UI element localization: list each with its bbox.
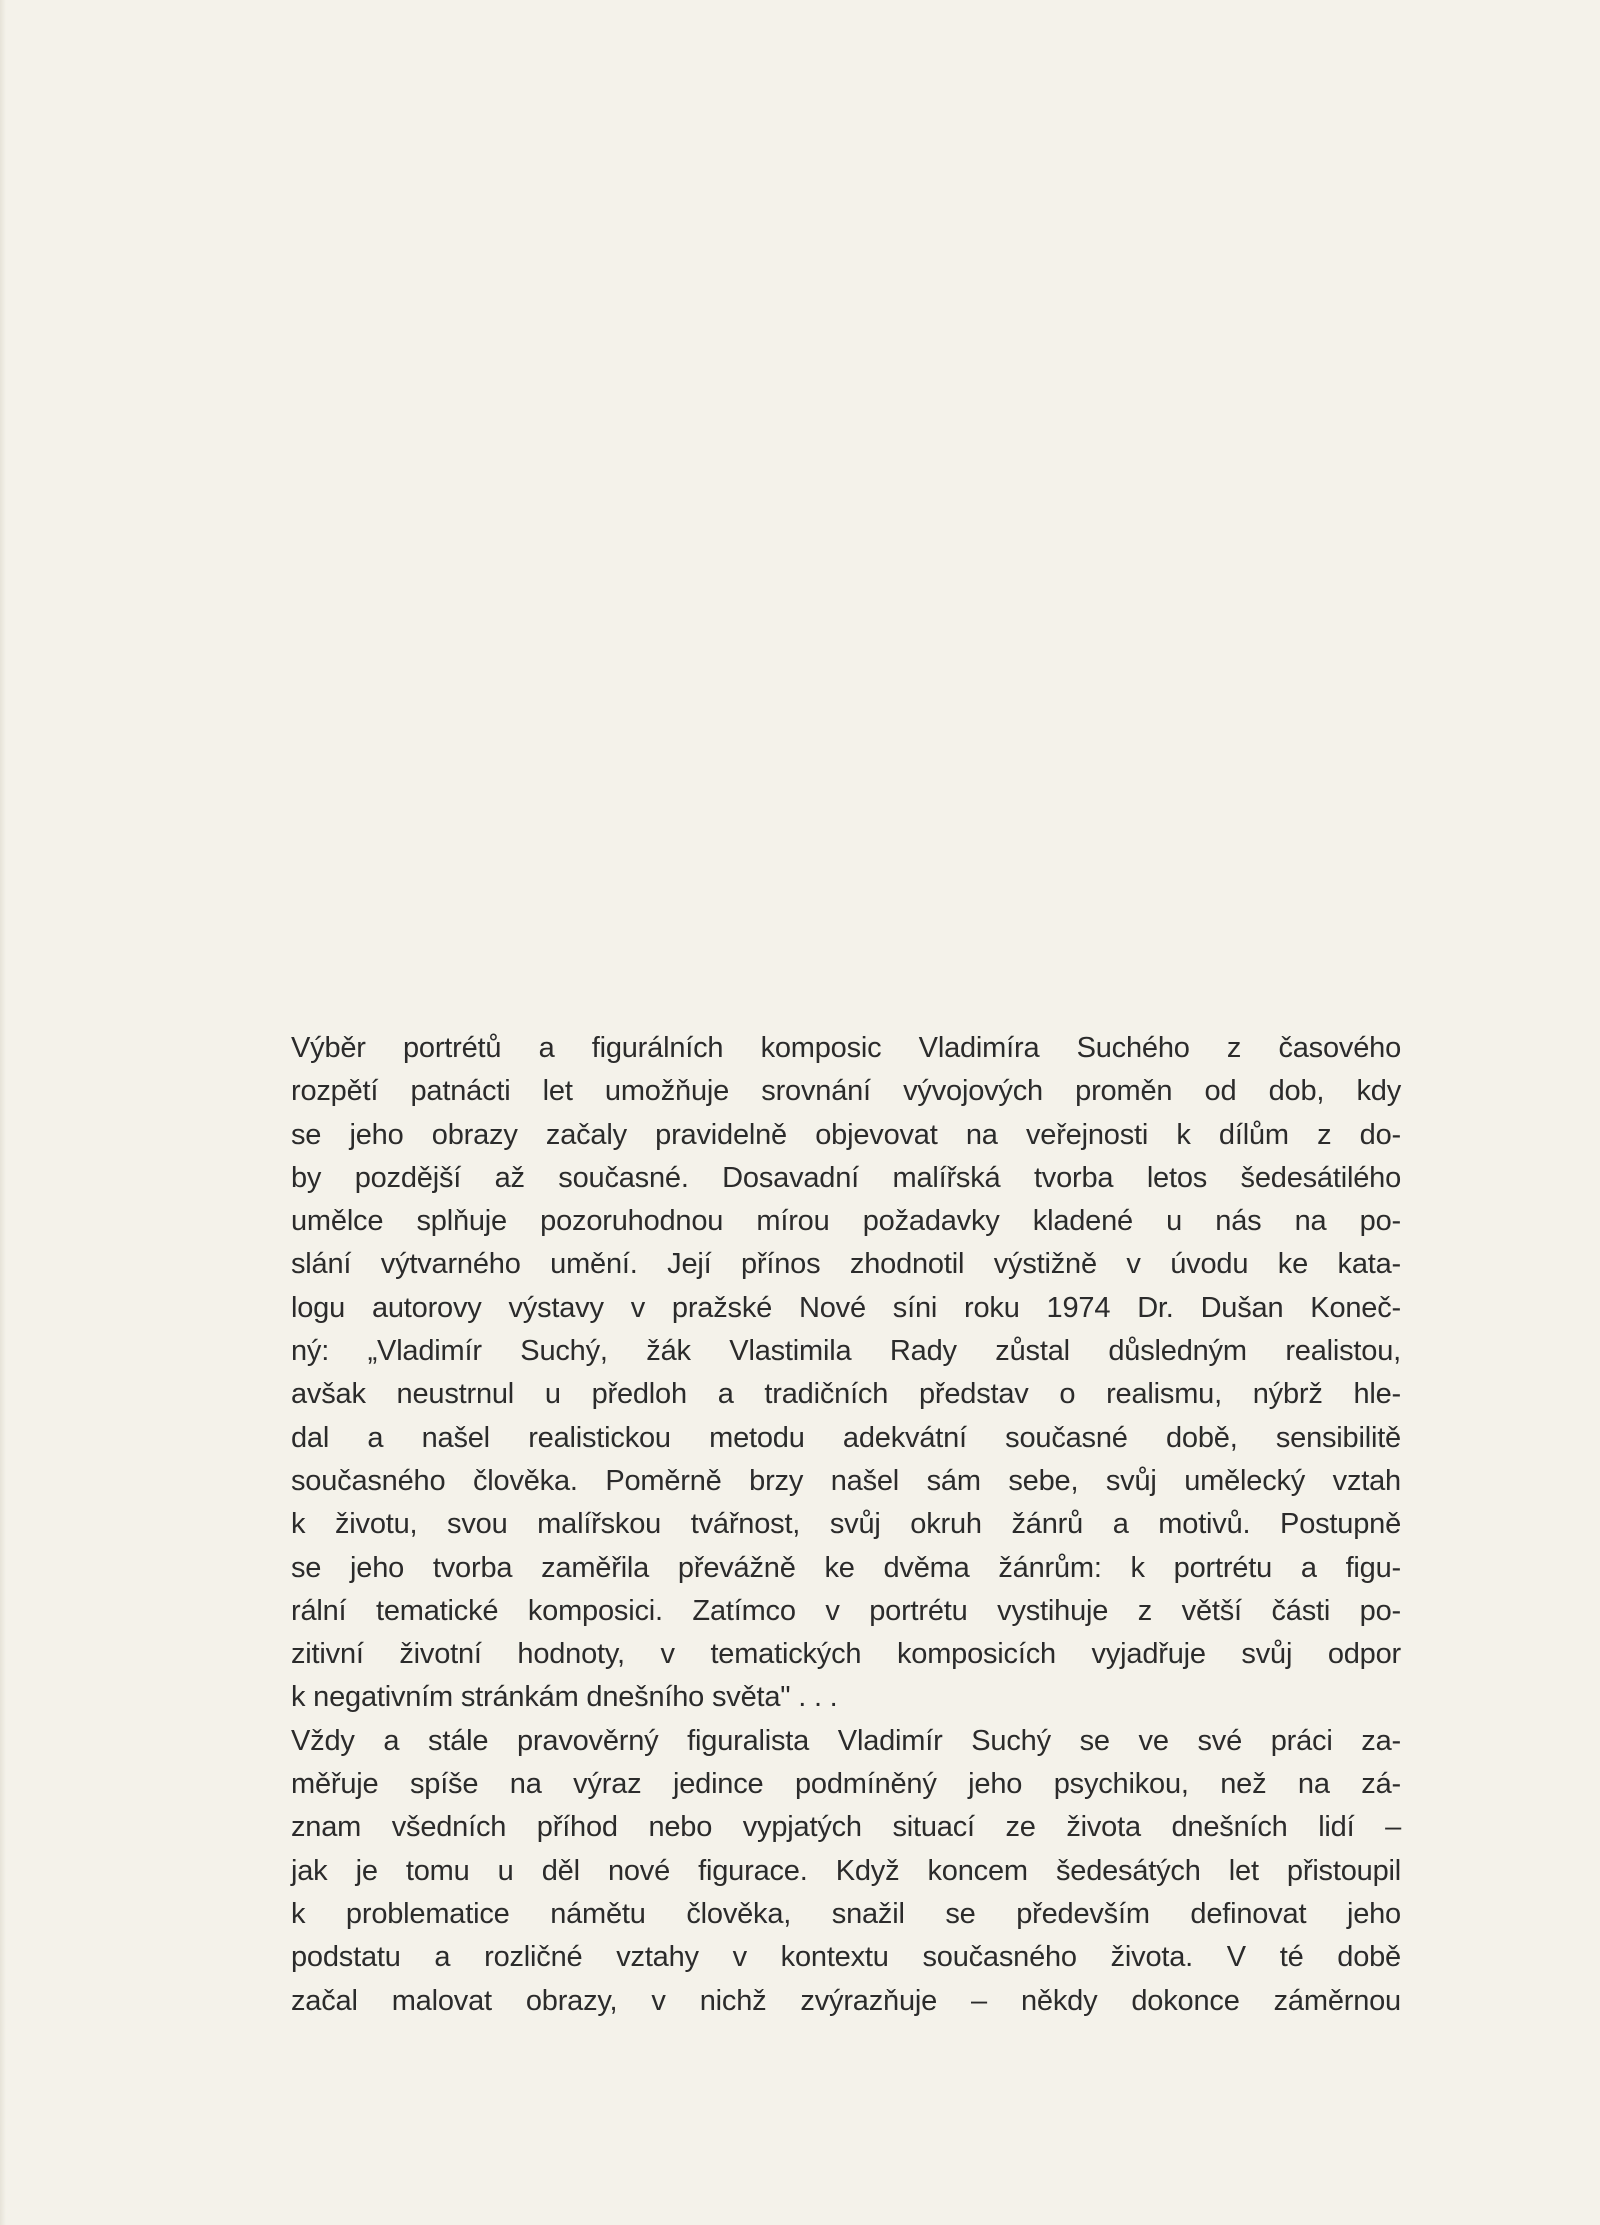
text-line: k negativním stránkám dnešního světa" . . .: [291, 1681, 838, 1714]
text-line: znam všedních příhod nebo vypjatých situací ze života dnešních lidí –: [291, 1811, 1401, 1844]
text-line: podstatu a rozličné vztahy v kontextu současného života. V té době: [291, 1941, 1401, 1974]
text-line: Vždy a stále pravověrný figuralista Vladimír Suchý se ve své práci za-: [291, 1724, 1401, 1757]
text-line: Výběr portrétů a figurálních komposic Vladimíra Suchého z časového: [291, 1032, 1401, 1064]
text-line: slání výtvarného umění. Její přínos zhodnotil výstižně v úvodu ke kata-: [291, 1248, 1401, 1281]
text-line: současného člověka. Poměrně brzy našel sám sebe, svůj umělecký vztah: [291, 1464, 1401, 1497]
text-line: avšak neustrnul u předloh a tradičních představ o realismu, nýbrž hle-: [291, 1378, 1401, 1411]
text-line: rozpětí patnácti let umožňuje srovnání vývojových proměn od dob, kdy: [291, 1075, 1401, 1108]
text-line: se jeho tvorba zaměřila převážně ke dvěma žánrům: k portrétu a figu-: [291, 1551, 1401, 1584]
text-line: začal malovat obrazy, v nichž zvýrazňuje – někdy dokonce záměrnou: [291, 1984, 1401, 2017]
text-line: logu autorovy výstavy v pražské Nové síni roku 1974 Dr. Dušan Koneč-: [291, 1291, 1401, 1324]
text-line: měřuje spíše na výraz jedince podmíněný jeho psychikou, než na zá-: [291, 1768, 1401, 1801]
body-text: [291, 1027, 1401, 2023]
text-line: ný: „Vladimír Suchý, žák Vlastimila Rady zůstal důsledným realistou,: [291, 1335, 1401, 1368]
text-line: umělce splňuje pozoruhodnou mírou požadavky kladené u nás na po-: [291, 1205, 1401, 1238]
text-line: rální tematické komposici. Zatímco v portrétu vystihuje z větší části po-: [291, 1594, 1401, 1627]
text-line: by pozdější až současné. Dosavadní malířská tvorba letos šedesátilého: [291, 1161, 1401, 1194]
text-line: jak je tomu u děl nové figurace. Když koncem šedesátých let přistoupil: [291, 1854, 1401, 1887]
text-line: zitivní životní hodnoty, v tematických komposicích vyjadřuje svůj odpor: [291, 1638, 1401, 1671]
text-line: k životu, svou malířskou tvářnost, svůj okruh žánrů a motivů. Postupně: [291, 1508, 1401, 1541]
text-line: se jeho obrazy začaly pravidelně objevovat na veřejnosti k dílům z do-: [291, 1118, 1401, 1151]
page-edge: [0, 0, 6, 2225]
text-line: k problematice námětu člověka, snažil se především definovat jeho: [291, 1897, 1401, 1930]
text-line: dal a našel realistickou metodu adekvátní současné době, sensibilitě: [291, 1421, 1401, 1454]
